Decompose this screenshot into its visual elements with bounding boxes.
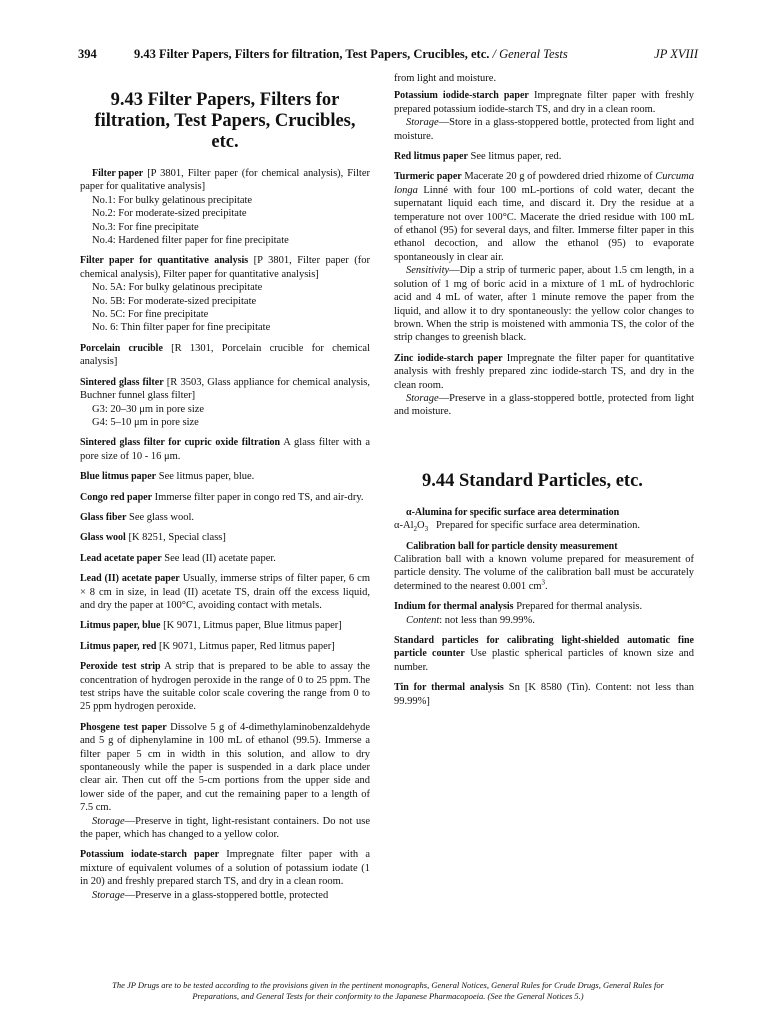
- entry-calib: Calibration ball with a known volume prepared for measurement of particle density. The volume of the calibration ball must be accurately determined to the nearest 0.001 $cm^3$.: [394, 553, 694, 592]
- entry-litmus-red: Litmus paper, red [K 9071, Litmus paper, Red litmus paper]: [80, 640, 335, 652]
- entry-litmus-blue: Litmus paper, blue [K 9071, Litmus paper, Blue litmus paper]: [80, 620, 342, 632]
- indium-content: Content: not less than 99.99%.: [406, 614, 535, 626]
- entry-alumina-heading: α-Alumina for specific surface area determination: [406, 506, 620, 518]
- iodide-storage: Storage—Store in a glass-stoppered bottle, protected from light and moisture.: [394, 117, 694, 142]
- entry-filter-paper: Filter paper [P 3801, Filter paper (for chemical analysis), Filter paper for qualitative analysis]: [80, 168, 371, 193]
- entry-tin: Tin for thermal analysis Sn [K 8580 (Tin). Content: not less than 99.99%]: [394, 682, 695, 707]
- list-item: No.4: Hardened filter paper for fine precipitate: [92, 235, 289, 247]
- page-header: [78, 46, 698, 64]
- entry-peroxide: Peroxide test strip A strip that is prepared to be able to assay the concentration of hydrogen peroxide in the range of 0 to 25 ppm. The test strips have the suitable color scale covering the range from 0 to 25 ppm hydrogen peroxide.: [80, 661, 371, 713]
- entry-zinc: Zinc iodide-starch paper Impregnate the filter paper for quantitative analysis with freshly prepared zinc iodide-starch TS, and dry in the clean room.: [394, 352, 695, 391]
- carry-over-text: from light and moisture.: [394, 73, 497, 84]
- section-title-944: 9.44 Standard Particles, etc.: [422, 470, 643, 491]
- filter-quant-list: [80, 281, 370, 335]
- page-number: 394: [78, 47, 97, 61]
- entry-filter-quant: Filter paper for quantitative analysis [P 3801, Filter paper (for chemical analysis), Filter paper for quantitative analysis]: [80, 255, 371, 280]
- entry-lead-acetate: Lead acetate paper See lead (II) acetate paper.: [80, 552, 276, 564]
- entry-iodide: Potassium iodide-starch paper Impregnate filter paper with freshly prepared potassium iodide-starch TS, and dry in a clean room.: [394, 90, 694, 115]
- list-item: No. 5C: For fine precipitate: [92, 309, 209, 321]
- list-item: No. 5A: For bulky gelatinous precipitate: [92, 282, 263, 294]
- entry-porcelain: Porcelain crucible [R 1301, Porcelain crucible for chemical analysis]: [80, 342, 371, 368]
- list-item: No.3: For fine precipitate: [92, 221, 199, 233]
- left-column: [80, 72, 370, 902]
- list-item: No.1: For bulky gelatinous precipitate: [92, 194, 253, 206]
- zinc-storage: Storage—Preserve in a glass-stoppered bottle, protected from light and moisture.: [394, 392, 694, 418]
- entry-glass-wool: Glass wool [K 8251, Special class]: [80, 532, 226, 544]
- turmeric-sensitivity: Sensitivity—Dip a strip of turmeric paper, about 1.5 cm length, in a solution of 1 mg of boric acid in a mixture of 1 mL of hydrochloric acid and 4 mL of water, after 1 minute remove the paper from the liquid, and allow it to dry spontaneously: the yellow color changes to brown. When the strip is moistened with ammonia TS, the color of the strip changes to greenish black.: [394, 265, 694, 344]
- running-title: 9.43 Filter Papers, Filters for filtration, Test Papers, Crucibles, etc. / General Tests: [134, 47, 568, 61]
- entry-iodate: Potassium iodate-starch paper Impregnate filter paper with a mixture of equivalent volumes of a solution of potassium iodate (1 in 20) and freshly prepared starch TS, and dry in a clean room.: [80, 849, 371, 888]
- right-column: [394, 72, 694, 715]
- filter-paper-list: [80, 194, 370, 248]
- list-item: No. 5B: For moderate-sized precipitate: [92, 295, 257, 307]
- entry-blue-litmus: Blue litmus paper See litmus paper, blue.: [80, 471, 255, 483]
- entry-turmeric: Turmeric paper Macerate 20 g of powdered dried rhizome of Curcuma longa Linné with four 100 mL-portions of cold water, decant the supernatant liquid each time, and discard it. Dry the residue at a temperature not over 100°C. Macerate the dried residue with 100 mL of ethanol (95) for several days, and filter. Immerse filter paper in this ethanol decoction, and allow the ethanol (95) to evaporate spontaneously in clear air.: [394, 171, 694, 263]
- entry-sintered-cupric: Sintered glass filter for cupric oxide filtration A glass filter with a pore size of 10 - 16 μm.: [80, 437, 371, 462]
- page-footer: The JP Drugs are to be tested according to the provisions given in the pertinent monographs, General Notices, General Rules for Crude Drugs, General Rules for Preparations, and General Tests for their conformity to the Japanese Pharmacopoeia. (See the General Notices 5.): [112, 980, 664, 1001]
- entry-congo: Congo red paper Immerse filter paper in congo red TS, and air-dry.: [80, 491, 364, 503]
- list-item: G3: 20–30 μm in pore size: [92, 403, 205, 415]
- entry-indium: Indium for thermal analysis Prepared for thermal analysis.: [394, 601, 643, 613]
- entry-red-litmus: Red litmus paper See litmus paper, red.: [394, 151, 562, 163]
- iodate-storage: Storage—Preserve in a glass-stoppered bottle, protected: [92, 889, 329, 901]
- sintered-list: [80, 403, 370, 430]
- list-item: No.2: For moderate-sized precipitate: [92, 208, 247, 220]
- book-name: JP XVIII: [654, 47, 698, 61]
- entry-standard-particles: Standard particles for calibrating light-shielded automatic fine particle counter Use plastic spherical particles of known size and number.: [394, 635, 694, 673]
- entry-sintered: Sintered glass filter [R 3503, Glass appliance for chemical analysis, Buchner funnel glass filter]: [80, 376, 370, 402]
- list-item: G4: 5–10 μm in pore size: [92, 416, 199, 428]
- entry-phosgene: Phosgene test paper Dissolve 5 g of 4-dimethylaminobenzaldehyde and 5 g of diphenylamine in 100 mL of ethanol (99.5). Immerse a filter paper 5 cm in width in this solution, and allow to dry spontaneously while the paper is suspended in a dark place under clear air. Then cut off the 5-cm portions from the upper side and lower side of the paper, and cut the remaining paper to a length of 7.5 cm.: [80, 721, 370, 814]
- list-item: No. 6: Thin filter paper for fine precipitate: [92, 322, 271, 334]
- entry-calib-heading: Calibration ball for particle density measurement: [406, 540, 618, 552]
- section-title-943: 9.43 Filter Papers, Filters for filtration, Test Papers, Crucibles, etc.: [94, 90, 356, 152]
- entry-glass-fiber: Glass fiber See glass wool.: [80, 511, 195, 523]
- entry-alumina: $\alpha-Al_2O_3$ Prepared for specific surface area determination.: [394, 520, 641, 534]
- phosgene-storage: Storage—Preserve in tight, light-resistant containers. Do not use the paper, which has changed to a yellow color.: [80, 815, 370, 841]
- entry-lead-ii: Lead (II) acetate paper Usually, immerse strips of filter paper, 6 cm × 8 cm in size, in lead (II) acetate TS, drain off the excess liquid, and dry the paper at 100°C, avoiding contact with metals.: [80, 573, 370, 611]
